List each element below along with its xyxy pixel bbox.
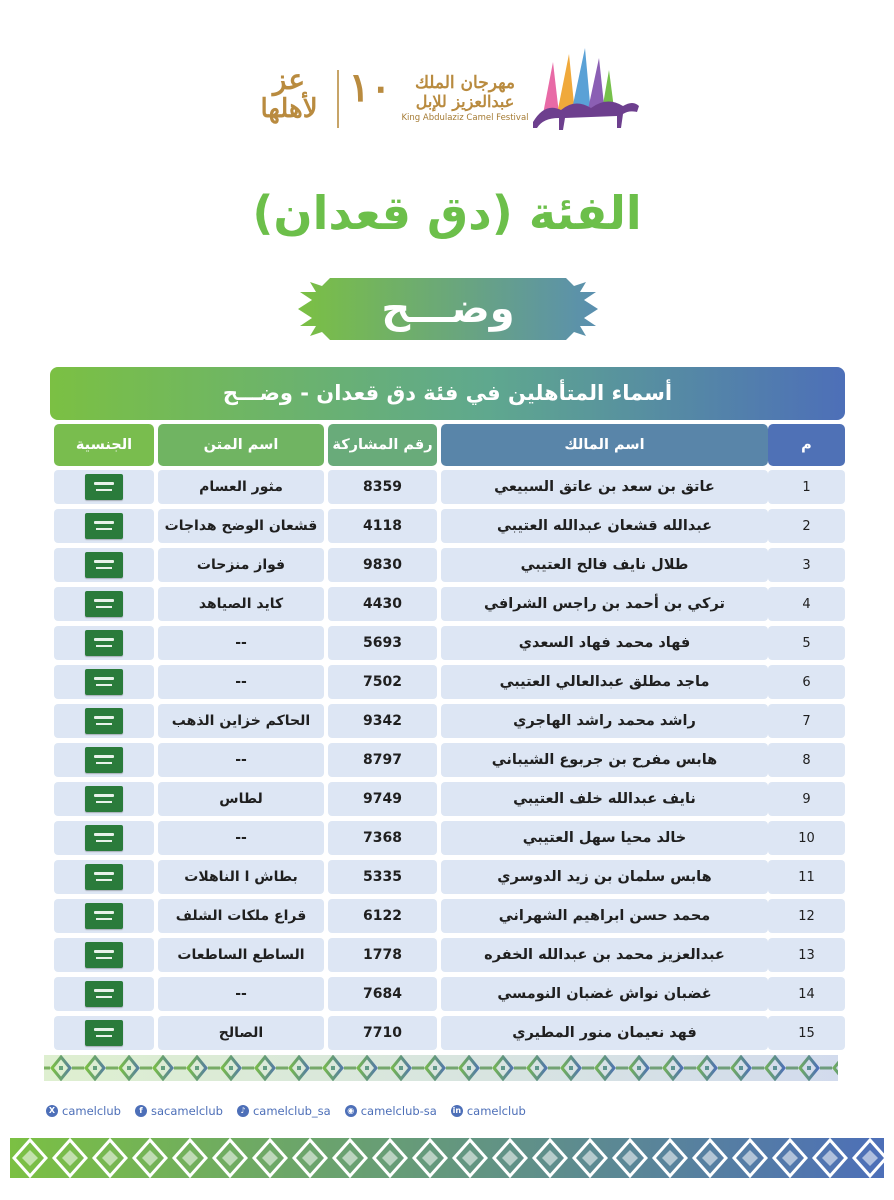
nationality-cell [54,860,154,894]
social-link[interactable] [451,1104,526,1118]
nationality-cell [54,587,154,621]
snapchat-icon: ◉ [345,1105,357,1117]
table-row [50,1016,845,1055]
row-index: 9 [768,782,845,816]
camel-name: الساطع الساطعات [158,938,324,972]
nationality-cell [54,938,154,972]
row-index: 6 [768,665,845,699]
participation-number: 5335 [328,860,437,894]
saudi-flag-icon [85,942,123,968]
row-index: 3 [768,548,845,582]
table-row [50,821,845,860]
participation-number: 5693 [328,626,437,660]
owner-name: فهاد محمد فهاد السعدي [441,626,768,660]
camel-name: لطاس [158,782,324,816]
row-index: 8 [768,743,845,777]
header [0,44,894,154]
participation-number: 7710 [328,1016,437,1050]
saudi-flag-icon [85,981,123,1007]
table-row [50,899,845,938]
saudi-flag-icon [85,552,123,578]
saudi-flag-icon [85,1020,123,1046]
column-header-owner: اسم المالك [441,424,768,466]
table-row [50,548,845,587]
camel-name: مثور العسام [158,470,324,504]
qualifiers-banner [50,367,845,420]
participation-number: 6122 [328,899,437,933]
row-index: 15 [768,1016,845,1050]
row-index: 13 [768,938,845,972]
participation-number: 8797 [328,743,437,777]
social-handle: camelclub-sa [360,1104,437,1118]
participation-number: 7684 [328,977,437,1011]
row-index: 10 [768,821,845,855]
edition-number: ١٠ [348,64,392,111]
nationality-cell [54,743,154,777]
camel-name: -- [158,821,324,855]
participation-number: 7368 [328,821,437,855]
owner-name: غضبان نواش غضبان النومسي [441,977,768,1011]
owner-name: عاتق بن سعد بن عاتق السبيعي [441,470,768,504]
saudi-flag-icon [85,669,123,695]
saudi-flag-icon [85,825,123,851]
saudi-flag-icon [85,903,123,929]
table-row [50,782,845,821]
column-header-number: رقم المشاركة [328,424,437,466]
nationality-cell [54,470,154,504]
camel-name: قراع ملكات الشلف [158,899,324,933]
logo-divider [337,70,339,128]
camel-name: قشعان الوضح هداجات [158,509,324,543]
participation-number: 9749 [328,782,437,816]
nationality-cell [54,821,154,855]
table-row [50,743,845,782]
ribbon-label: وضـــح [381,286,515,332]
social-link[interactable] [237,1104,331,1118]
camel-name: -- [158,626,324,660]
table-header-row [50,424,845,470]
social-handle: camelclub [62,1104,121,1118]
facebook-icon: f [135,1105,147,1117]
saudi-flag-icon [85,786,123,812]
qualifiers-table [50,424,845,1055]
decorative-pattern-bottom [10,1138,884,1178]
table-row [50,938,845,977]
table-row [50,587,845,626]
x-icon: X [46,1105,58,1117]
nationality-cell [54,665,154,699]
owner-name: عبدالله قشعان عبدالله العتيبي [441,509,768,543]
category-title: الفئة (دق قعدان) [252,186,642,240]
camel-name: -- [158,743,324,777]
column-header-index: م [768,424,845,466]
column-header-nationality: الجنسية [54,424,154,466]
table-row [50,470,845,509]
participation-number: 8359 [328,470,437,504]
saudi-flag-icon [85,591,123,617]
tiktok-instagram-icon: ♪ [237,1105,249,1117]
social-handle: camelclub_sa [252,1104,331,1118]
social-handle: sacamelclub [150,1104,223,1118]
social-link[interactable] [345,1104,437,1118]
festival-name-ar-line1: مهرجان الملك [414,73,516,93]
table-row [50,977,845,1016]
table-row [50,626,845,665]
camel-name: فواز منزحات [158,548,324,582]
nationality-cell [54,704,154,738]
nationality-cell [54,626,154,660]
table-row [50,860,845,899]
participation-number: 1778 [328,938,437,972]
nationality-cell [54,782,154,816]
festival-name-ar-line2: عبدالعزيز للإبل [415,91,515,111]
row-index: 12 [768,899,845,933]
row-index: 14 [768,977,845,1011]
camel-name: بطاش ا الناهلات [158,860,324,894]
camel-name: كايد الصياهد [158,587,324,621]
festival-name-en: King Abdulaziz Camel Festival [401,113,529,124]
table-row [50,665,845,704]
camel-name: -- [158,665,324,699]
category-ribbon [296,278,600,340]
banner-title: أسماء المتأهلين في فئة دق قعدان - وضـــح [222,381,673,405]
participation-number: 9830 [328,548,437,582]
participation-number: 7502 [328,665,437,699]
ezz-lahlha-logo [248,63,330,124]
social-link[interactable] [46,1104,121,1118]
social-link[interactable] [135,1104,223,1118]
camel-name: الحاكم خزاين الذهب [158,704,324,738]
owner-name: تركي بن أحمد بن راجس الشرافي [441,587,768,621]
nationality-cell [54,548,154,582]
nationality-cell [54,1016,154,1050]
ezz-logo-line1: عز [272,63,306,96]
column-header-camel: اسم المتن [158,424,324,466]
saudi-flag-icon [85,747,123,773]
owner-name: راشد محمد راشد الهاجري [441,704,768,738]
saudi-flag-icon [85,708,123,734]
nationality-cell [54,509,154,543]
social-handle: camelclub [466,1104,526,1118]
owner-name: هابس مفرح بن جربوع الشيباني [441,743,768,777]
owner-name: طلال نايف فالح العتيبي [441,548,768,582]
social-links [46,1102,526,1120]
festival-logo [400,74,530,123]
owner-name: هابس سلمان بن زيد الدوسري [441,860,768,894]
row-index: 7 [768,704,845,738]
ezz-logo-line2: لأهلها [260,94,318,124]
owner-name: ماجد مطلق عبدالعالي العتيبي [441,665,768,699]
participation-number: 4430 [328,587,437,621]
participation-number: 9342 [328,704,437,738]
decorative-pattern-top [44,1055,838,1081]
nationality-cell [54,977,154,1011]
camel-name: -- [158,977,324,1011]
nationality-cell [54,899,154,933]
owner-name: محمد حسن ابراهيم الشهراني [441,899,768,933]
linkedin-icon: in [452,1106,462,1115]
saudi-flag-icon [85,630,123,656]
row-index: 5 [768,626,845,660]
row-index: 4 [768,587,845,621]
camel-caravan-icon [525,44,645,134]
saudi-flag-icon [85,474,123,500]
saudi-flag-icon [85,864,123,890]
owner-name: نايف عبدالله خلف العتيبي [441,782,768,816]
owner-name: خالد محيا سهل العتيبي [441,821,768,855]
row-index: 11 [768,860,845,894]
table-body [50,470,845,1055]
saudi-flag-icon [85,513,123,539]
row-index: 1 [768,470,845,504]
owner-name: فهد نعيمان منور المطيري [441,1016,768,1050]
table-row [50,704,845,743]
participation-number: 4118 [328,509,437,543]
owner-name: عبدالعزيز محمد بن عبدالله الخفره [441,938,768,972]
camel-name: الصالح [158,1016,324,1050]
row-index: 2 [768,509,845,543]
table-row [50,509,845,548]
